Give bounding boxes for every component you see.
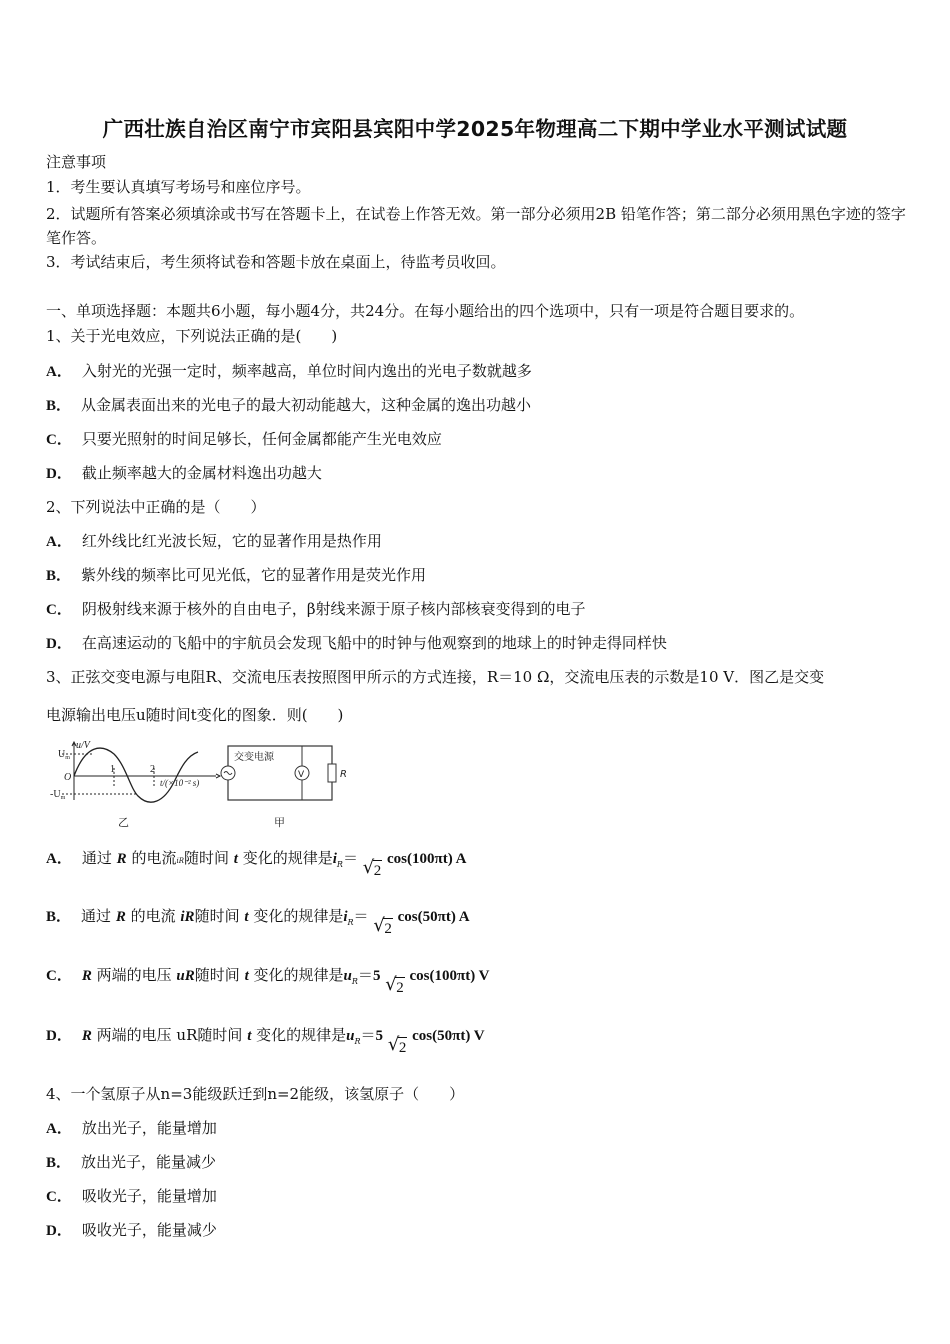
q2-stem: 2、下列说法中正确的是（ ） xyxy=(46,498,266,516)
option-label: C． xyxy=(46,968,72,984)
graph-x-arrow xyxy=(216,774,220,778)
graph-tick1: 1 xyxy=(110,764,115,775)
circuit-source-label: 交变电源 xyxy=(234,752,274,763)
option-label: A． xyxy=(46,534,72,550)
option-text: 在高速运动的飞船中的宇航员会发现飞船中的时钟与他观察到的地球上的时钟走得同样快 xyxy=(81,634,667,652)
q3-option-a xyxy=(46,848,467,879)
q4-option-d xyxy=(46,1220,217,1241)
q1-option-a xyxy=(46,361,532,382)
graph-y-label: u/V xyxy=(76,740,90,751)
resistor-icon xyxy=(328,764,336,782)
option-text: 通过 xyxy=(81,849,112,867)
option-text: 变化的规律是 xyxy=(253,907,344,925)
option-text: 随时间 xyxy=(194,907,240,925)
option-text: 随时间 xyxy=(183,849,229,867)
option-eq: ＝ xyxy=(353,909,369,925)
voltage-time-graph xyxy=(50,740,220,829)
option-label: D． xyxy=(46,1223,72,1239)
resistor-label: R xyxy=(340,769,347,780)
q3-option-b xyxy=(46,906,470,937)
option-label: D． xyxy=(46,466,72,482)
option-formula: cos(50πt) A xyxy=(397,909,470,925)
sqrt-symbol: √ 2 xyxy=(387,1034,407,1056)
option-var: R xyxy=(81,968,92,984)
q1-option-d xyxy=(46,463,322,484)
option-text: 通过 xyxy=(81,907,112,925)
option-text: 两端的电压 xyxy=(96,966,177,984)
circuit-diagram xyxy=(221,746,347,829)
notice-item-3: 3．考试结束后，考生须将试卷和答题卡放在桌面上，待监考员收回。 xyxy=(46,253,506,271)
option-eq: ＝ xyxy=(360,1028,376,1044)
option-var: i xyxy=(343,909,348,925)
option-sub: uR xyxy=(176,1026,198,1044)
option-var: t xyxy=(233,851,238,867)
option-label: A． xyxy=(46,851,72,867)
option-text: 放出光子，能量增加 xyxy=(81,1119,217,1137)
option-sub: R xyxy=(347,918,354,927)
option-eq: ＝ xyxy=(357,968,373,984)
q2-option-a xyxy=(46,531,382,552)
graph-um-label: $U_m$ xyxy=(58,749,70,761)
option-formula: cos(50πt) V xyxy=(412,1028,485,1044)
q1-option-c xyxy=(46,429,442,450)
graph-neg-label: $-U_m$ xyxy=(50,789,66,801)
option-label: D． xyxy=(46,1028,72,1044)
q3-option-d xyxy=(46,1025,485,1056)
graph-origin: O xyxy=(64,772,72,783)
option-label: C． xyxy=(46,1189,72,1205)
option-formula: cos(100πt) V xyxy=(409,968,490,984)
q4-option-c xyxy=(46,1186,217,1207)
option-coef: 5 xyxy=(375,1028,384,1044)
option-var: t xyxy=(244,909,249,925)
graph-caption: 乙 xyxy=(118,816,129,829)
option-text: 随时间 xyxy=(194,966,240,984)
option-var: t xyxy=(247,1028,252,1044)
circuit-caption: 甲 xyxy=(274,816,285,829)
option-label: B． xyxy=(46,1155,72,1171)
option-text: 的电流 xyxy=(130,907,181,925)
option-label: C． xyxy=(46,602,72,618)
option-text: 红外线比红光波长短，它的显著作用是热作用 xyxy=(81,532,382,550)
section-heading: 一、单项选择题：本题共6小题，每小题4分，共24分。在每小题给出的四个选项中，只有一项是符合题目要求的。 xyxy=(46,302,805,320)
sqrt-symbol: √ 2 xyxy=(373,915,392,937)
option-label: C． xyxy=(46,432,72,448)
option-label: A． xyxy=(46,364,72,380)
option-sub: R xyxy=(351,977,358,986)
option-text: 紫外线的频率比可见光低，它的显著作用是荧光作用 xyxy=(81,566,427,584)
option-var: R xyxy=(81,1028,92,1044)
option-text: 截止频率越大的金属材料逸出功越大 xyxy=(81,464,322,482)
option-label: D． xyxy=(46,636,72,652)
q3-stem-line2: 电源输出电压u随时间t变化的图象．则( ) xyxy=(46,706,344,724)
option-formula: cos(100πt) A xyxy=(387,851,467,867)
option-text: 从金属表面出来的光电子的最大初动能越大，这种金属的逸出功越小 xyxy=(81,396,532,414)
graph-x-label: t/(×10⁻² s) xyxy=(160,778,200,788)
option-text: 入射光的光强一定时，频率越高，单位时间内逸出的光电子数就越多 xyxy=(81,362,532,380)
sqrt-symbol: √ 2 xyxy=(362,857,382,879)
option-text: 两端的电压 xyxy=(96,1026,177,1044)
notice-heading: 注意事项 xyxy=(46,153,107,171)
option-text: 放出光子，能量减少 xyxy=(81,1153,217,1171)
q2-option-b xyxy=(46,565,426,586)
q1-stem: 1、关于光电效应，下列说法正确的是( ) xyxy=(46,327,338,345)
option-text: 变化的规律是 xyxy=(242,849,333,867)
option-sub: iR xyxy=(176,857,184,865)
q2-option-d xyxy=(46,633,667,654)
option-label: B． xyxy=(46,909,72,925)
q4-option-b xyxy=(46,1152,216,1173)
q3-stem-line1: 3、正弦交变电源与电阻R、交流电压表按照图甲所示的方式连接，R＝10 Ω，交流电压表的示数是10 V．图乙是交变 xyxy=(46,668,825,686)
option-label: A． xyxy=(46,1121,72,1137)
option-sub: R xyxy=(336,860,343,869)
graph-tick2: 2 xyxy=(150,764,155,775)
option-text: 只要光照射的时间足够长，任何金属都能产生光电效应 xyxy=(81,430,442,448)
option-var: i xyxy=(332,851,337,867)
q4-stem: 4、一个氢原子从n=3能级跃迁到n=2能级，该氢原子（ ） xyxy=(46,1085,465,1103)
option-var: u xyxy=(346,1028,355,1044)
option-text: 吸收光子，能量增加 xyxy=(81,1187,217,1205)
option-text: 吸收光子，能量减少 xyxy=(81,1221,217,1239)
notice-item-1: 1．考生要认真填写考场号和座位序号。 xyxy=(46,178,311,196)
option-eq: ＝ xyxy=(342,851,358,867)
option-var: R xyxy=(116,851,127,867)
q2-option-c xyxy=(46,599,586,620)
option-var: t xyxy=(244,968,249,984)
q4-option-a xyxy=(46,1118,217,1139)
option-sub: iR xyxy=(180,909,195,925)
q1-option-b xyxy=(46,395,531,416)
option-label: B． xyxy=(46,398,72,414)
option-label: B． xyxy=(46,568,72,584)
page-title: 广西壮族自治区南宁市宾阳县宾阳中学2025年物理高二下期中学业水平测试试题 xyxy=(102,117,848,141)
option-var: R xyxy=(115,909,126,925)
option-sub: R xyxy=(354,1037,361,1046)
option-text: 变化的规律是 xyxy=(253,966,344,984)
option-text: 随时间 xyxy=(197,1026,243,1044)
option-var: u xyxy=(343,968,352,984)
sqrt-symbol: √ 2 xyxy=(385,974,404,996)
notice-item-2: 2．试题所有答案必须填涂或书写在答题卡上，在试卷上作答无效。第一部分必须用2B 铅笔作答；第二部分必须用黑色字迹的签字笔作答。 xyxy=(46,205,906,247)
option-text: 的电流 xyxy=(131,849,177,867)
q3-figure xyxy=(46,738,366,830)
q3-option-c xyxy=(46,965,490,996)
option-text: 变化的规律是 xyxy=(256,1026,347,1044)
option-sub: uR xyxy=(176,968,195,984)
voltmeter-label: V xyxy=(298,770,305,780)
option-coef: 5 xyxy=(372,968,381,984)
option-text: 阴极射线来源于核外的自由电子，β射线来源于原子核内部核衰变得到的电子 xyxy=(81,600,586,618)
